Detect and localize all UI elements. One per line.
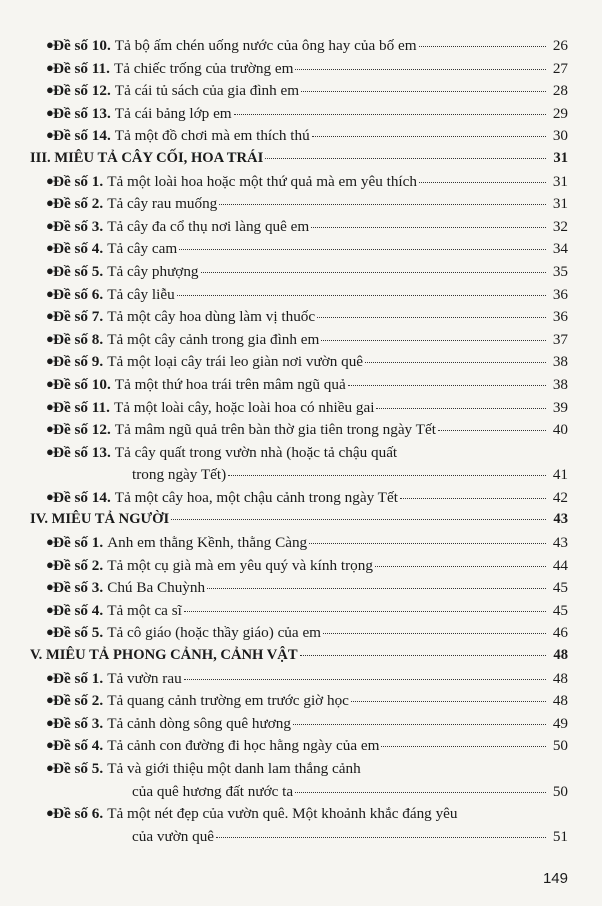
dot-leader (376, 408, 546, 409)
entry-page-number: 31 (552, 172, 568, 190)
entry-title: Tả một cây hoa, một chậu cảnh trong ngày Tết (114, 488, 398, 506)
entry-label: Đề số 12. (53, 82, 111, 100)
dot-leader (184, 611, 546, 612)
entry-title: Anh em thằng Kềnh, thằng Càng (107, 534, 308, 552)
entry-page-number: 28 (552, 82, 568, 100)
entry-page-number: 39 (552, 398, 568, 416)
dot-leader (312, 136, 546, 137)
entry-page-number: 37 (552, 330, 568, 348)
toc-entry (0, 331, 602, 354)
entry-title: Tả cái bảng lớp em (114, 104, 232, 122)
dot-leader (400, 498, 546, 499)
bullet-icon: ● (46, 669, 54, 685)
toc-entry (0, 715, 602, 738)
bullet-icon: ● (46, 398, 54, 414)
dot-leader (201, 272, 546, 273)
section-page-number: 31 (553, 149, 568, 166)
bullet-icon: ● (46, 104, 54, 120)
dot-leader (216, 837, 546, 838)
entry-page-number: 35 (552, 262, 568, 280)
entry-label: Đề số 12. (53, 421, 111, 439)
entry-title-continued: của quê hương đất nước ta (132, 782, 294, 800)
toc-entry (0, 760, 602, 805)
dot-leader (301, 91, 546, 92)
section-heading (0, 647, 602, 670)
dot-leader (365, 362, 546, 363)
bullet-icon: ● (46, 556, 54, 572)
bullet-icon: ● (46, 330, 54, 346)
bullet-icon: ● (46, 760, 54, 775)
toc-entry (0, 240, 602, 263)
toc-entry (0, 195, 602, 218)
dot-leader (419, 46, 546, 47)
entry-label: Đề số 11. (53, 59, 110, 77)
dot-leader (184, 679, 546, 680)
dot-leader (171, 519, 546, 520)
entry-title: Tả vườn rau (107, 669, 182, 687)
dot-leader (381, 746, 546, 747)
entry-title: Tả cô giáo (hoặc thầy giáo) của em (107, 624, 321, 642)
entry-page-number: 38 (552, 353, 568, 371)
entry-page-number: 49 (552, 714, 568, 732)
entry-page-number: 44 (552, 556, 568, 574)
bullet-icon: ● (46, 59, 54, 75)
toc-entry (0, 127, 602, 150)
toc-entry (0, 353, 602, 376)
bullet-icon: ● (46, 172, 54, 188)
entry-label: Đề số 2. (53, 556, 104, 574)
entry-page-number: 41 (552, 466, 568, 484)
section-title: IV. MIÊU TẢ NGƯỜI (30, 511, 170, 528)
bullet-icon: ● (46, 488, 54, 504)
toc-entry (0, 218, 602, 241)
entry-label: Đề số 10. (53, 37, 111, 54)
toc-entry (0, 37, 602, 60)
dot-leader (207, 588, 546, 589)
dot-leader (234, 114, 546, 115)
entry-label: Đề số 11. (53, 398, 110, 416)
entry-page-number: 26 (552, 37, 568, 54)
bullet-icon: ● (46, 240, 54, 256)
entry-label: Đề số 8. (53, 330, 104, 348)
entry-label: Đề số 14. (53, 488, 111, 506)
dot-leader (309, 543, 546, 544)
entry-label: Đề số 1. (53, 172, 104, 190)
entry-title: Tả một nét đẹp của vườn quê. Một khoảnh khắc đáng yêu (107, 805, 458, 823)
bullet-icon: ● (46, 308, 54, 324)
toc-entry (0, 82, 602, 105)
entry-page-number: 38 (552, 375, 568, 393)
entry-page-number: 45 (552, 579, 568, 597)
entry-page-number: 31 (552, 195, 568, 213)
bullet-icon: ● (46, 579, 54, 595)
entry-title: Tả một loài cây, hoặc loài hoa có nhiều gai (113, 398, 375, 416)
entry-page-number: 50 (552, 782, 568, 800)
entry-page-number: 50 (552, 737, 568, 755)
dot-leader (351, 701, 546, 702)
entry-title: Tả chiếc trống của trường em (113, 59, 294, 77)
bullet-icon: ● (46, 353, 54, 369)
entry-page-number: 45 (552, 601, 568, 619)
toc-entry (0, 376, 602, 399)
section-page-number: 48 (553, 647, 568, 664)
entry-page-number: 43 (552, 534, 568, 552)
entry-title: Tả cây rau muống (107, 195, 218, 213)
entry-title: Tả một cây hoa dùng làm vị thuốc (107, 308, 316, 326)
entry-title: Tả cây quất trong vườn nhà (hoặc tả chậu quất (114, 443, 398, 461)
toc-entry (0, 692, 602, 715)
dot-leader (228, 475, 546, 476)
toc-entry (0, 624, 602, 647)
toc-entry (0, 557, 602, 580)
bullet-icon: ● (46, 421, 54, 437)
dot-leader (293, 724, 546, 725)
entry-label: Đề số 4. (53, 737, 104, 755)
dot-leader (323, 633, 546, 634)
dot-leader (295, 792, 546, 793)
entry-page-number: 30 (552, 127, 568, 145)
bullet-icon: ● (46, 37, 54, 52)
entry-label: Đề số 3. (53, 579, 104, 597)
entry-title: Tả cảnh con đường đi học hằng ngày của em (107, 737, 380, 755)
page-number: 149 (542, 870, 568, 887)
entry-page-number: 48 (552, 692, 568, 710)
bullet-icon: ● (46, 285, 54, 301)
dot-leader (300, 655, 546, 656)
entry-title: Tả một cây cảnh trong gia đình em (107, 330, 320, 348)
entry-label: Đề số 3. (53, 217, 104, 235)
dot-leader (311, 227, 546, 228)
toc-entry (0, 308, 602, 331)
entry-title: Tả cây phượng (107, 262, 199, 280)
bullet-icon: ● (46, 805, 54, 821)
entry-label: Đề số 9. (53, 353, 104, 371)
entry-label: Đề số 6. (53, 285, 104, 303)
entry-label: Đề số 10. (53, 375, 111, 393)
entry-title: Tả cây cam (107, 240, 178, 258)
section-heading (0, 150, 602, 173)
entry-label: Đề số 2. (53, 195, 104, 213)
entry-page-number: 36 (552, 308, 568, 326)
entry-page-number: 34 (552, 240, 568, 258)
entry-title: Tả một loài hoa hoặc một thứ quả mà em yêu thích (107, 172, 417, 190)
table-of-contents (0, 37, 602, 850)
entry-page-number: 29 (552, 104, 568, 122)
entry-label: Đề số 1. (53, 669, 104, 687)
bullet-icon: ● (46, 375, 54, 391)
entry-label: Đề số 5. (53, 760, 104, 777)
entry-title: Tả quang cảnh trường em trước giờ học (107, 692, 349, 710)
bullet-icon: ● (46, 262, 54, 278)
entry-page-number: 36 (552, 285, 568, 303)
entry-title: Tả một đồ chơi mà em thích thú (114, 127, 310, 145)
entry-page-number: 32 (552, 217, 568, 235)
entry-label: Đề số 13. (53, 104, 111, 122)
toc-entry (0, 421, 602, 444)
bullet-icon: ● (46, 127, 54, 143)
dot-leader (438, 430, 546, 431)
bullet-icon: ● (46, 714, 54, 730)
dot-leader (295, 69, 546, 70)
entry-title: Tả một thứ hoa trái trên mâm ngũ quả (114, 375, 346, 393)
toc-entry (0, 805, 602, 850)
entry-title: Tả mâm ngũ quả trên bàn thờ gia tiên trong ngày Tết (114, 421, 436, 439)
entry-label: Đề số 1. (53, 534, 104, 552)
toc-entry (0, 489, 602, 512)
dot-leader (317, 317, 546, 318)
entry-label: Đề số 3. (53, 714, 104, 732)
bullet-icon: ● (46, 692, 54, 708)
entry-label: Đề số 13. (53, 443, 111, 461)
toc-entry (0, 399, 602, 422)
toc-entry (0, 286, 602, 309)
bullet-icon: ● (46, 737, 54, 753)
section-title: V. MIÊU TẢ PHONG CẢNH, CẢNH VẬT (30, 647, 298, 664)
entry-label: Đề số 14. (53, 127, 111, 145)
toc-entry (0, 737, 602, 760)
section-page-number: 43 (553, 511, 568, 528)
entry-title: Tả một cụ già mà em yêu quý và kính trọng (107, 556, 373, 574)
entry-label: Đề số 5. (53, 262, 104, 280)
entry-title: Tả cái tủ sách của gia đình em (114, 82, 300, 100)
entry-title: Tả và giới thiệu một danh lam thắng cảnh (107, 760, 361, 777)
entry-title-continued: của vườn quê (132, 827, 215, 845)
entry-page-number: 42 (552, 488, 568, 506)
entry-title: Tả một loại cây trái leo giàn nơi vườn quê (107, 353, 364, 371)
dot-leader (179, 249, 546, 250)
bullet-icon: ● (46, 195, 54, 211)
entry-page-number: 40 (552, 421, 568, 439)
toc-entry (0, 534, 602, 557)
toc-entry (0, 60, 602, 83)
entry-page-number: 48 (552, 669, 568, 687)
toc-entry (0, 105, 602, 128)
dot-leader (219, 204, 546, 205)
entry-title: Tả một ca sĩ (107, 601, 182, 619)
entry-title: Tả bộ ấm chén uống nước của ông hay của bố em (114, 37, 417, 54)
entry-title: Tả cây liễu (107, 285, 175, 303)
bullet-icon: ● (46, 217, 54, 233)
entry-label: Đề số 5. (53, 624, 104, 642)
entry-label: Đề số 2. (53, 692, 104, 710)
entry-label: Đề số 6. (53, 805, 104, 823)
toc-entry (0, 173, 602, 196)
entry-label: Đề số 4. (53, 601, 104, 619)
entry-label: Đề số 7. (53, 308, 104, 326)
bullet-icon: ● (46, 601, 54, 617)
dot-leader (348, 385, 546, 386)
toc-entry (0, 444, 602, 489)
dot-leader (177, 295, 546, 296)
entry-page-number: 46 (552, 624, 568, 642)
entry-title: Chú Ba Chuỳnh (107, 579, 206, 597)
entry-page-number: 27 (552, 59, 568, 77)
toc-entry (0, 602, 602, 625)
dot-leader (265, 158, 546, 159)
section-title: III. MIÊU TẢ CÂY CỐI, HOA TRÁI (30, 149, 264, 166)
entry-page-number: 51 (552, 827, 568, 845)
bullet-icon: ● (46, 534, 54, 550)
dot-leader (321, 340, 546, 341)
dot-leader (375, 566, 546, 567)
bullet-icon: ● (46, 82, 54, 98)
toc-entry (0, 670, 602, 693)
section-heading (0, 511, 602, 534)
bullet-icon: ● (46, 443, 54, 459)
entry-title: Tả cây đa cổ thụ nơi làng quê em (107, 217, 310, 235)
entry-title-continued: trong ngày Tết) (132, 466, 227, 484)
toc-entry (0, 579, 602, 602)
bullet-icon: ● (46, 624, 54, 640)
dot-leader (419, 182, 546, 183)
toc-entry (0, 263, 602, 286)
entry-label: Đề số 4. (53, 240, 104, 258)
entry-title: Tả cảnh dòng sông quê hương (107, 714, 291, 732)
